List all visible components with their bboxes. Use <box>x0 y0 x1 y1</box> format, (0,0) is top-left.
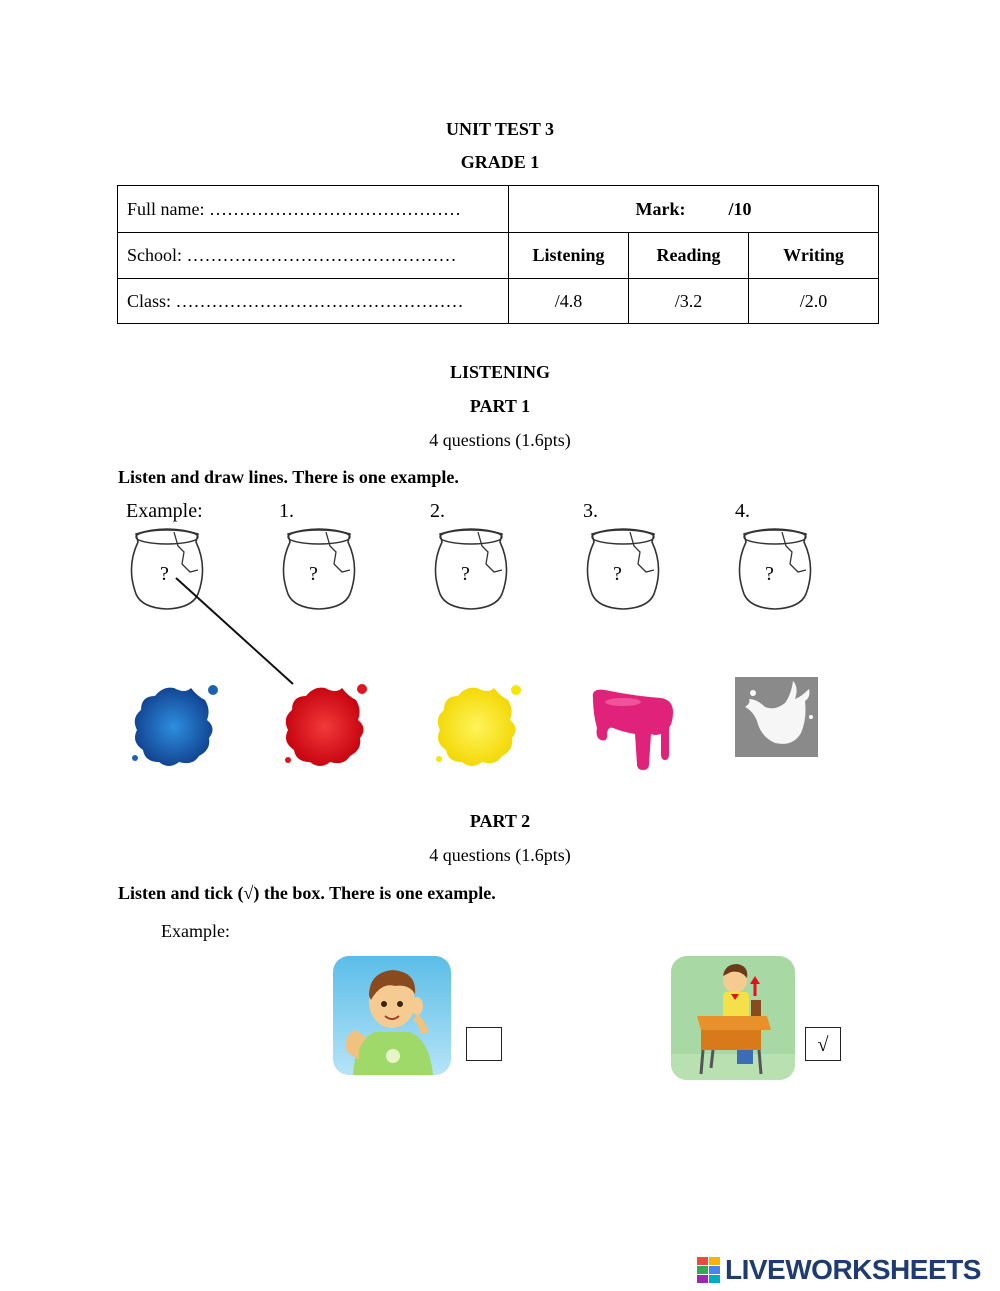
jar-question-mark: ? <box>461 563 470 585</box>
class-field[interactable]: Class: ………………………………………… <box>118 279 509 324</box>
score-reading[interactable]: /3.2 <box>629 279 749 324</box>
pink-paint-drip-icon[interactable] <box>583 682 679 774</box>
red-paint-splat-icon[interactable] <box>278 680 372 772</box>
part1-title: PART 1 <box>469 396 531 416</box>
part2-example-label: Example: <box>161 921 230 941</box>
part1-points: 4 questions (1.6pts) <box>429 430 571 450</box>
full-name-field[interactable]: Full name: …………………………………… <box>118 186 509 233</box>
jar-label-2: 2. <box>430 500 445 522</box>
white-milk-splash-icon[interactable] <box>735 677 818 757</box>
yellow-paint-splat-icon[interactable] <box>430 680 524 772</box>
col-writing: Writing <box>749 233 879 279</box>
part2-instruction: Listen and tick (√) the box. There is one example. <box>118 883 496 903</box>
jar-icon[interactable] <box>582 522 664 612</box>
jar-icon[interactable] <box>278 522 360 612</box>
part2-points: 4 questions (1.6pts) <box>429 845 571 865</box>
mark-label: Mark: <box>635 198 686 219</box>
jar-icon[interactable] <box>430 522 512 612</box>
liveworksheets-logo <box>697 1254 981 1286</box>
listening-heading: LISTENING <box>449 362 551 382</box>
test-title: UNIT TEST 3 <box>445 119 555 139</box>
tick-box-left[interactable] <box>466 1027 502 1061</box>
jar-icon[interactable] <box>126 522 208 612</box>
col-reading: Reading <box>629 233 749 279</box>
jar-question-mark: ? <box>765 563 774 585</box>
col-listening: Listening <box>509 233 629 279</box>
blue-paint-splat-icon[interactable] <box>127 680 221 772</box>
boy-stand-up-picture <box>671 956 795 1080</box>
jar-question-mark: ? <box>309 563 318 585</box>
part1-instruction: Listen and draw lines. There is one example. <box>118 467 459 487</box>
score-listening[interactable]: /4.8 <box>509 279 629 324</box>
school-field[interactable]: School: ……………………………………… <box>118 233 509 279</box>
student-info-table <box>117 185 879 324</box>
jar-label-example: Example: <box>126 500 203 522</box>
jar-question-mark: ? <box>613 563 622 585</box>
mark-total: /10 <box>728 198 752 219</box>
jar-label-3: 3. <box>583 500 598 522</box>
mark-cell <box>509 186 879 233</box>
part2-title: PART 2 <box>469 811 531 831</box>
boy-listening-picture <box>333 956 451 1075</box>
grade-label: GRADE 1 <box>460 152 540 172</box>
jar-label-4: 4. <box>735 500 750 522</box>
logo-text: LIVEWORKSHEETS <box>725 1254 981 1285</box>
tick-box-right[interactable]: √ <box>805 1027 841 1061</box>
jar-icon[interactable] <box>734 522 816 612</box>
jar-label-1: 1. <box>279 500 294 522</box>
liveworksheets-blocks-icon <box>697 1257 721 1283</box>
score-writing[interactable]: /2.0 <box>749 279 879 324</box>
jar-question-mark: ? <box>160 563 169 585</box>
